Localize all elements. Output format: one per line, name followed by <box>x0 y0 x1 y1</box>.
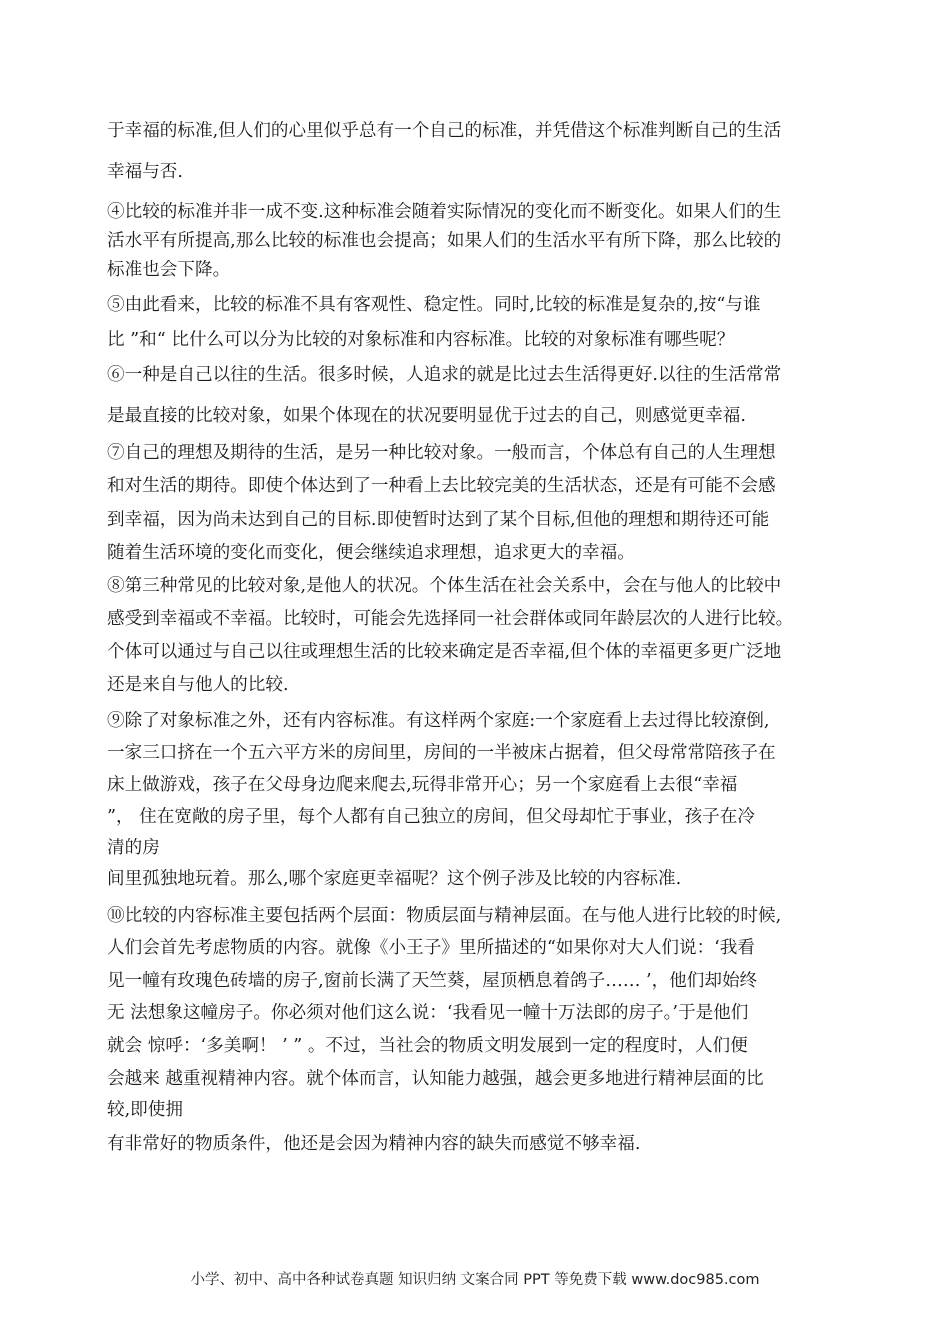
text-line: 无 法想象这幢房子。你必须对他们这么说：‘我看见一幢十万法郎的房子。’于是他们 <box>107 1003 749 1023</box>
text-line: 清的房 <box>107 838 160 858</box>
text-line: 是最直接的比较对象，如果个体现在的状况要明显优于过去的自己，则感觉更幸福. <box>107 406 746 426</box>
text-line: 床上做游戏，孩子在父母身边爬来爬去,玩得非常开心；另一个家庭看上去很“幸福 <box>107 775 738 795</box>
text-line: ⑩比较的内容标准主要包括两个层面：物质层面与精神层面。在与他人进行比较的时候, <box>107 906 782 926</box>
text-line: 标准也会下降。 <box>107 260 231 280</box>
text-line: 较,即使拥 <box>107 1100 183 1120</box>
text-line: 幸福与否. <box>107 162 183 182</box>
text-line: ⑦自己的理想及期待的生活，是另一种比较对象。一般而言，个体总有自己的人生理想 <box>107 443 776 463</box>
text-line: ④比较的标准并非一成不变.这种标准会随着实际情况的变化而不断变化。如果人们的生 <box>107 202 782 222</box>
text-line: ⑤由此看来，比较的标准不具有客观性、稳定性。同时,比较的标准是复杂的,按“与谁 <box>107 295 761 315</box>
text-line: 比 ”和“ 比什么可以分为比较的对象标准和内容标准。比较的对象标准有哪些呢？ <box>107 330 735 350</box>
text-line: 随着生活环境的变化而变化，便会继续追求理想，追求更大的幸福。 <box>107 543 635 563</box>
text-line: 于幸福的标准,但人们的心里似乎总有一个自己的标准，并凭借这个标准判断自己的生活 <box>107 121 782 141</box>
text-line: 到幸福，因为尚未达到自己的目标.即使暂时达到了某个目标,但他的理想和期待还可能 <box>107 510 770 530</box>
text-line: ⑧第三种常见的比较对象,是他人的状况。个体生活在社会关系中，会在与他人的比较中 <box>107 576 782 596</box>
text-line: ”， 住在宽敞的房子里，每个人都有自己独立的房间，但父母却忙于事业，孩子在冷 <box>107 807 755 827</box>
text-line: 会越来 越重视精神内容。就个体而言，认知能力越强，越会更多地进行精神层面的比 <box>107 1069 764 1089</box>
text-line: 和对生活的期待。即使个体达到了一种看上去比较完美的生活状态，还是有可能不会感 <box>107 476 776 496</box>
text-line: 人们会首先考虑物质的内容。就像《小王子》里所描述的“如果你对大人们说：‘我看 <box>107 938 755 958</box>
text-line: 活水平有所提高,那么比较的标准也会提高；如果人们的生活水平有所下降，那么比较的 <box>107 231 782 251</box>
text-line: 一家三口挤在一个五六平方米的房间里，房间的一半被床占据着，但父母常常陪孩子在 <box>107 743 776 763</box>
text-line: 还是来自与他人的比较. <box>107 675 289 695</box>
text-line: 感受到幸福或不幸福。比较时，可能会先选择同一社会群体或同年龄层次的人进行比较。 <box>107 609 794 629</box>
footer-banner: 小学、初中、高中各种试卷真题 知识归纳 文案合同 PPT 等免费下载 www.doc985.com <box>190 1272 760 1288</box>
text-line: 间里孤独地玩着。那么,哪个家庭更幸福呢？这个例子涉及比较的内容标准. <box>107 869 682 889</box>
text-line: 见一幢有玫瑰色砖墙的房子,窗前长满了天竺葵，屋顶栖息着鸽子…… ’，他们却始终 <box>107 971 758 991</box>
text-line: 个体可以通过与自己以往或理想生活的比较来确定是否幸福,但个体的幸福更多更广泛地 <box>107 642 782 662</box>
text-line: 就会 惊呼：‘多美啊！ ’ ” 。不过，当社会的物质文明发展到一定的程度时，人们便 <box>107 1036 748 1056</box>
text-line: 有非常好的物质条件，他还是会因为精神内容的缺失而感觉不够幸福. <box>107 1134 641 1154</box>
text-line: ⑨除了对象标准之外，还有内容标准。有这样两个家庭:一个家庭看上去过得比较潦倒, <box>107 711 770 731</box>
text-line: ⑥一种是自己以往的生活。很多时候，人追求的就是比过去生活得更好.以往的生活常常 <box>107 365 782 385</box>
